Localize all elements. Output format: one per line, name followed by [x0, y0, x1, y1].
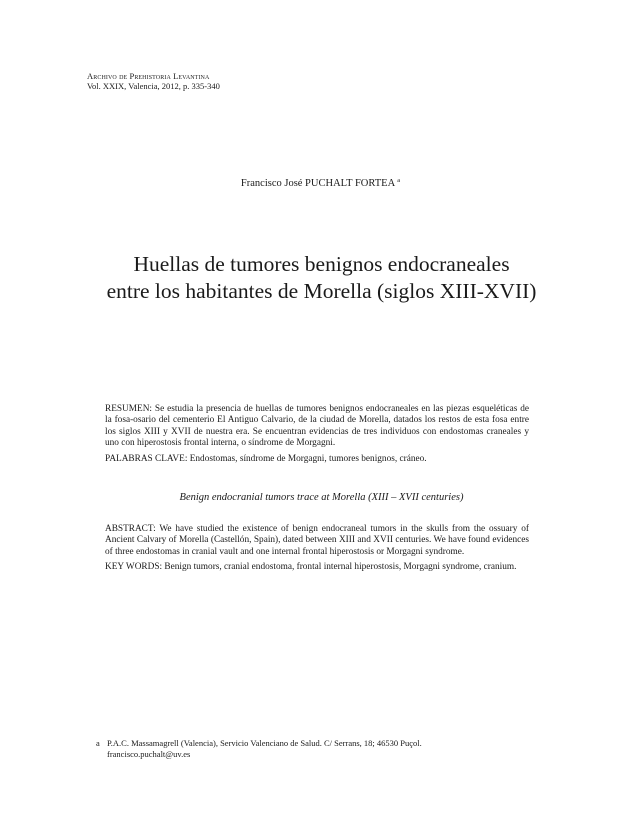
footnote-mark: a [96, 738, 100, 748]
spanish-abstract-block [105, 404, 529, 465]
footnote-email[interactable]: francisco.puchalt@uv.es [107, 749, 191, 759]
english-abstract-block [105, 524, 529, 574]
title-line-1: Huellas de tumores benignos endocraneales [133, 252, 510, 276]
english-title: Benign endocranial tumors trace at Morella (XIII – XVII centuries) [179, 492, 464, 503]
journal-name: Archivo de Prehistoria Levantina [87, 71, 210, 81]
author-affiliation-mark: a [397, 177, 401, 184]
abstract-paragraph: ABSTRACT: We have studied the existence of benign endocraneal tumors in the skulls from the ossuary of Ancient Calvary of Morella (Castellón, Spain), dated between XIII and XVII centuries. We have found evidences of three endostomas in cranial vault and one internal frontal hiperostosis or Morgagni syndrome. [105, 524, 529, 557]
author-name: Francisco José PUCHALT FORTEA [240, 178, 395, 189]
footnote-affiliation: P.A.C. Massamagrell (Valencia), Servicio Valenciano de Salud. C/ Serrans, 18; 46530 Puçol. [107, 738, 422, 748]
paper-title [0, 251, 627, 305]
palabras-clave-paragraph: PALABRAS CLAVE: Endostomas, síndrome de Morgagni, tumores benignos, cráneo. [105, 453, 427, 464]
title-line-2: entre los habitantes de Morella (siglos XIII-XVII) [106, 279, 537, 303]
running-header [87, 71, 220, 91]
resumen-paragraph: RESUMEN: Se estudia la presencia de huellas de tumores benignos endocraneales en las piezas esqueléticas de la fosa-osario del cementerio El Antiguo Calvario, de la ciudad de Morella, datados los restos de esta fosa entre los siglos XIII y XVII de nuestra era. Se encuentran evidencias de tres individuos con endostomas craneales y uno con hiperostosis frontal interna, o síndrome de Morgagni. [105, 404, 529, 449]
author-line [0, 178, 627, 189]
key-words-paragraph: KEY WORDS: Benign tumors, cranial endostoma, frontal internal hiperostosis, Morgagni syndrome, cranium. [105, 562, 517, 573]
volume-info: Vol. XXIX, Valencia, 2012, p. 335-340 [87, 81, 220, 91]
